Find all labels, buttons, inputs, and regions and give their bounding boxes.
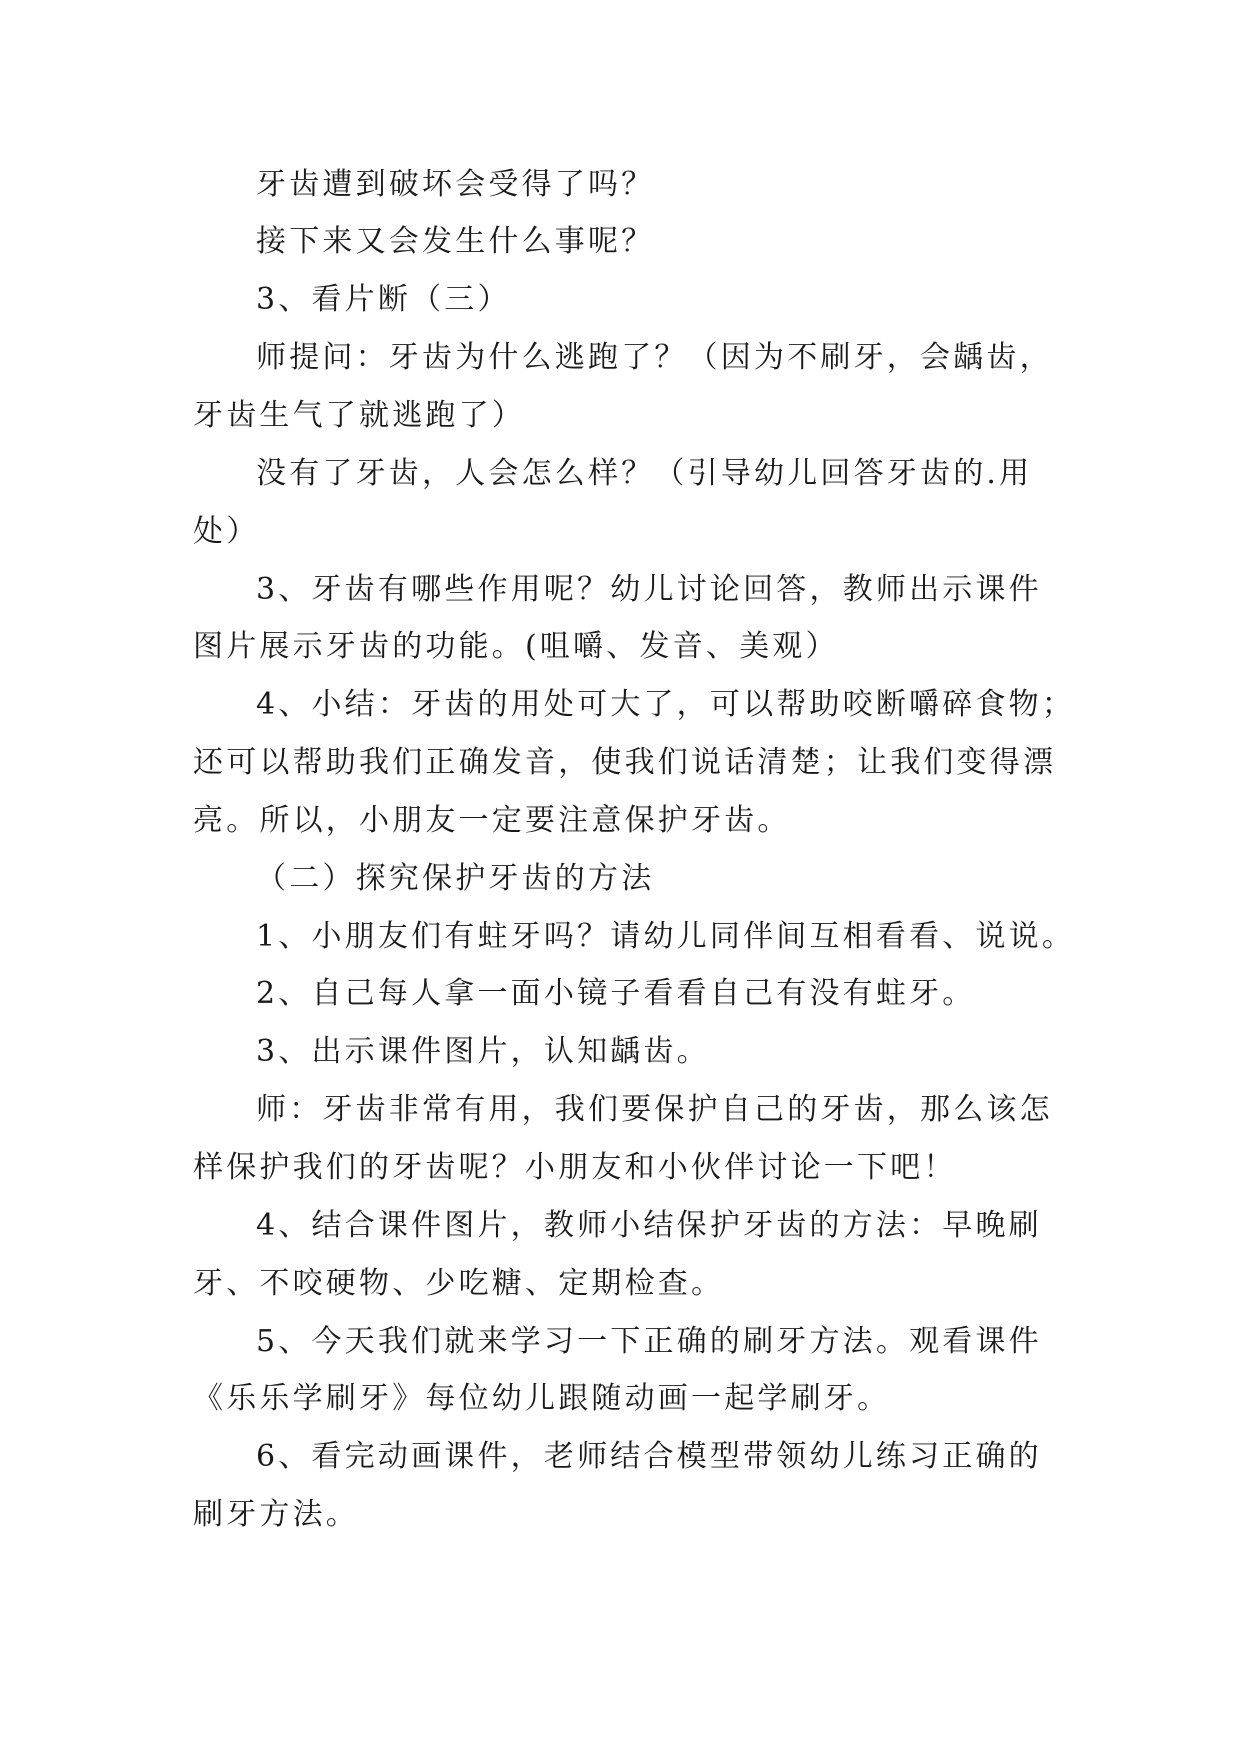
paragraph-line: 6、看完动画课件，老师结合模型带领幼儿练习正确的	[256, 1439, 1042, 1474]
paragraph-line: 5、今天我们就来学习一下正确的刷牙方法。观看课件	[256, 1324, 1042, 1359]
paragraph-line: 3、牙齿有哪些作用呢？幼儿讨论回答，教师出示课件	[256, 572, 1042, 607]
paragraph-line: 牙、不咬硬物、少吃糖、定期检查。	[193, 1266, 725, 1301]
paragraph-line: 亮。所以，小朋友一定要注意保护牙齿。	[193, 803, 791, 838]
paragraph-line: 3、出示课件图片，认知龋齿。	[256, 1034, 710, 1069]
section-heading: 3、看片断（三）	[256, 282, 511, 317]
paragraph-line: 接下来又会发生什么事呢？	[256, 224, 655, 259]
paragraph-line: 图片展示牙齿的功能。(咀嚼、发音、美观）	[193, 629, 839, 664]
paragraph-line: 师提问：牙齿为什么逃跑了？（因为不刷牙，会龋齿，	[256, 340, 1053, 375]
paragraph-line: 处）	[193, 514, 260, 549]
paragraph-line: 1、小朋友们有蛀牙吗？请幼儿同伴间互相看看、说说。	[256, 919, 1076, 954]
paragraph-line: 2、自己每人拿一面小镜子看看自己有没有蛀牙。	[256, 976, 976, 1011]
paragraph-line: 还可以帮助我们正确发音，使我们说话清楚；让我们变得漂	[193, 745, 1057, 780]
paragraph-line: 牙齿生气了就逃跑了）	[193, 398, 525, 433]
section-heading: （二）探究保护牙齿的方法	[256, 861, 655, 896]
paragraph-line: 牙齿遭到破坏会受得了吗？	[256, 167, 655, 202]
paragraph-line: 没有了牙齿，人会怎么样？（引导幼儿回答牙齿的.用	[256, 456, 1033, 491]
paragraph-line: 刷牙方法。	[193, 1497, 359, 1532]
paragraph-line: 4、小结：牙齿的用处可大了，可以帮助咬断嚼碎食物；	[256, 687, 1076, 722]
paragraph-line: 样保护我们的牙齿呢？小朋友和小伙伴讨论一下吧！	[193, 1150, 957, 1185]
paragraph-line: 师：牙齿非常有用，我们要保护自己的牙齿，那么该怎	[256, 1092, 1053, 1127]
paragraph-line: 4、结合课件图片，教师小结保护牙齿的方法：早晚刷	[256, 1208, 1042, 1243]
paragraph-line: 《乐乐学刷牙》每位幼儿跟随动画一起学刷牙。	[193, 1381, 891, 1416]
